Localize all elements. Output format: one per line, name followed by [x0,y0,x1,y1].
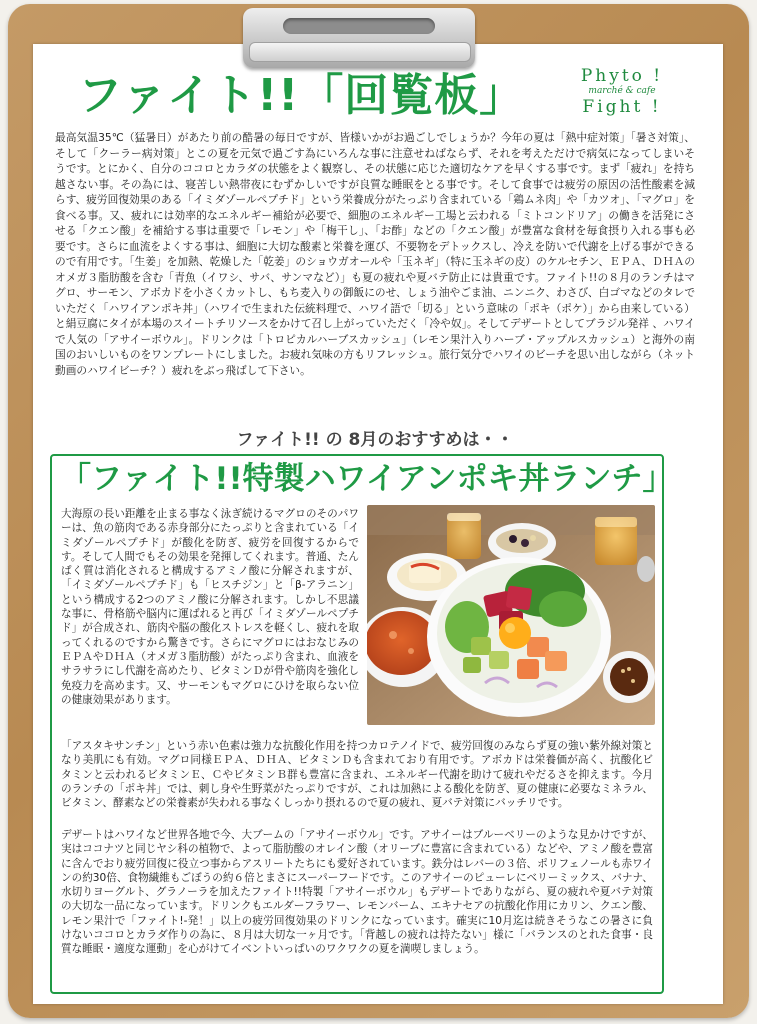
recommend-subheading: ファイト!! の 8月のおすすめは・・ [236,430,514,450]
logo-line-1: Phyto ! [580,66,664,86]
recommend-paragraph-tuna: 大海原の長い距離を止まる事なく泳ぎ続けるマグロのそのパワーは、魚の筋肉である赤身部分にたっぷりと含まれている「イミダゾールペプチド」が酸化を防ぎ、疲労を回復するからです。そして人間でもその効果を発揮してくれます。普通、たんぱく質は消化されると構成するアミノ酸に分解されますが、「イミダゾールペプチド」も「ヒスチジン」と「β-アラニン」という構成する2つのアミノ酸に分解されます。しかし不思議な事に、骨格筋や脳内に運ばれると再び「イミダゾールペプチド」が合成され、筋肉や脳の酸化ストレスを軽くし、疲れを取ってくれるのですから驚きです。さらにマグロにはおなじみのＥＰＡやＤＨＡ（オメガ３脂肪酸）がたっぷり含まれ、血液をサラサラにし代謝を高めたり、ビタミンＤが骨や筋肉を強化し免疫力を高めます。又、サーモンもマグロにひけを取らない位の健康効果があります。 [61,508,359,706]
recommend-paragraph-salmon: 「アスタキサンチン」という赤い色素は強力な抗酸化作用を持つカロテノイドで、疲労回復のみならず夏の強い紫外線対策となり美肌にも有効。マグロ同様ＥＰＡ、ＤＨＡ、ビタミンＤも含まれており有用です。アボカドは栄養価が高く、抗酸化ビタミンと云われるビタミンＥ、ＣやビタミンＢ群も豊富に含まれ、エネルギー代謝を助けて疲れやだるさを抑えます。今月のランチの「ポキ丼」では、刺し身や生野菜がたっぷりですが、これは加熱による酸化を防ぎ、夏の健康に必要なミネラル、ビタミン、酵素などの栄養素が失われる事なくしっかり摂れるので夏の疲れ、夏バテ対策にバッチリです。 [61,740,653,810]
page-title: ファイト!!「回覧板」 [78,70,525,121]
logo-line-2: marché & cafe [588,86,656,96]
poke-bowl-photo [367,505,655,725]
poke-bowl-illustration [367,505,655,725]
clip-hole [283,18,435,34]
logo-line-3: Fight ! [582,97,662,117]
recommend-paragraph-dessert: デザートはハワイなど世界各地で今、大ブームの「アサイーボウル」です。アサイーはブルーベリーのような見かけですが、実はココナツと同じヤシ科の植物で、よって脂肪酸のオレイン酸（オリーブに豊富に含まれている）などや、アミノ酸を豊富に含んでおり疲労回復に役立つ事からアスリートたちにも愛好されています。鉄分はレバーの３倍、ポリフェノールも赤ワインの約30倍、食物繊維もごぼうの約６倍とまさにスーパーフードです。このアサイーのピューレにベリーミックス、バナナ、水切りヨーグルト、グラノーラを加えたファイト!!特製「アサイーボウル」もデザートでありながら、夏の疲れや夏バテ対策の大切な一品になっています。ドリンクもエルダーフラワー、レモンバーム、エキナセアの抗酸化作用にカリン、クエン酸、レモン果汁で「ファイト!-発！」以上の疲労回復効果のドリンクになっています。確実に10月迄は続きそうなこの暑さに負けないココロとカラダ作りの為に、８月は大切な一ヶ月です。「背越しの疲れは持たない」様に「バランスのとれた食事・良質な睡眠・適度な運動」を心がけてイベントいっぱいのワクワクの夏を満喫しましょう。 [61,829,653,956]
clipboard-clip [243,8,475,68]
brand-logo [556,66,688,126]
intro-paragraph: 最高気温35℃（猛暑日）があたり前の酷暑の毎日ですが、皆様いかがお過ごしでしょうか？今年の夏は「熱中症対策」「暑さ対策」、そして「クーラー病対策」とこの夏を元気で過ごす為にいろんな事に注意せねばならず、それを考えただけで病気になってしまいそうです。とにかく、自分のココロとカラダの状態をよく観察し、その状態に応じた適切なケアを早くする事です。まず「疲れ」を持ち越さない事。その為には、寝苦しい熱帯夜にむずかしいですが良質な睡眠をとる事です。そして食事では疲労の原因の活性酸素を減らす、疲労回復効果のある「イミダゾールペプチド」という栄養成分がたっぷり含まれている「鶏ムネ肉」や「カツオ」、「マグロ」を食べる事。又、疲れには効率的なエネルギー補給が必要で、細胞のエネルギー工場と云われる「ミトコンドリア」の働きを活発にさせる「クエン酸」を補給する事は重要で「レモン」や「梅干し」、「お酢」などの「クエン酸」が豊富な食材を毎食摂り入れる事も必要です。さらに血流をよくする事は、細胞に大切な酸素と栄養を運び、不要物をデトックスし、冷えを防いで代謝を上げる事ができるので有用です。「生姜」を加熱、乾燥した「乾姜」のショウガオールや「玉ネギ」（特に玉ネギの皮）のケルセチン、ＥＰＡ、ＤＨＡのオメガ３脂肪酸を含む「青魚（イワシ、サバ、サンマなど）」も夏の疲れや夏バテ防止には貴重です。ファイト!!の８月のランチはマグロ、サーモン、アボカドを小さくカットし、もち麦入りの御飯にのせ、しょう油やごま油、ニンニク、わさび、白ゴマなどのタレでいただく「ハワイアンポキ丼」（ハワイで生まれた伝統料理で、ハワイ語で「切る」という意味の「ポキ（ポケ）」から由来している）と絹豆腐にタイが本場のスイートチリソースをかけて召し上がっていただく「冷や奴」。そしてデザートとしてブラジル発祥 、ハワイで人気の「アサイーボウル」。ドリンクは「トロピカルハーブスカッシュ」（レモン果汁入りハーブ・アップルスカッシュ）と海外の南国のおいしいものをワンプレートにしました。お疲れ気味の方もリフレッシュ。旅行気分でハワイのビーチを思い出しながら（ネット動画のハワイビーチ？）疲れをぶっ飛ばして下さい。 [55,131,696,377]
recommend-title: 「ファイト!!特製ハワイアンポキ丼ランチ」 [60,461,674,497]
clip-bar [249,42,471,62]
